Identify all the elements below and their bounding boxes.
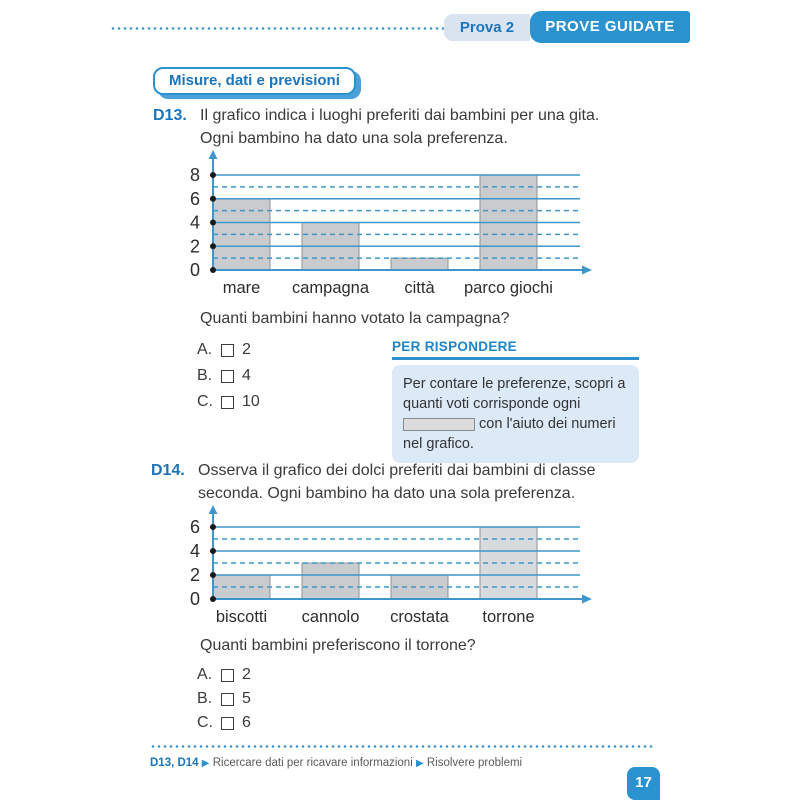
option-letter: B. xyxy=(197,367,213,384)
svg-text:torrone: torrone xyxy=(482,608,535,626)
svg-text:2: 2 xyxy=(189,565,200,585)
option-row-b xyxy=(197,363,260,389)
question-d14-prompt-line1: Osserva il grafico dei dolci preferiti dai bambini di classe xyxy=(198,462,596,479)
help-box-text-part2: con l'aiuto dei numeri nel grafico. xyxy=(403,416,616,452)
option-value: 6 xyxy=(242,714,251,731)
question-d13-prompt-line2: Ogni bambino ha dato una sola preferenza. xyxy=(200,130,508,147)
svg-text:cannolo: cannolo xyxy=(301,608,360,626)
footer-dotted-line xyxy=(150,745,655,748)
question-d14-text: Quanti bambini preferiscono il torrone? xyxy=(200,637,476,654)
bar-chart-dolci xyxy=(170,503,600,637)
question-d13-prompt-line1: Il grafico indica i luoghi preferiti dai bambini per una gita. xyxy=(200,107,600,124)
prove-guidate-tab-label: PROVE GUIDATE xyxy=(545,18,675,35)
triangle-arrow-icon: ▶ xyxy=(415,758,424,769)
prova-tab-label: Prova 2 xyxy=(459,19,515,36)
question-d14-id: D14. xyxy=(151,462,185,479)
svg-text:mare: mare xyxy=(222,279,261,297)
svg-text:4: 4 xyxy=(189,212,200,233)
option-row-b xyxy=(197,687,251,711)
option-letter: C. xyxy=(197,714,213,731)
question-d13-options xyxy=(197,337,260,415)
option-value: 5 xyxy=(242,690,251,707)
option-letter: C. xyxy=(197,393,213,410)
option-row-c xyxy=(197,389,260,415)
question-d14-prompt-line2: seconda. Ogni bambino ha dato una sola preferenza. xyxy=(198,485,576,502)
question-d13-text: Quanti bambini hanno votato la campagna? xyxy=(200,310,510,327)
strand-badge xyxy=(153,67,356,95)
answer-checkbox[interactable] xyxy=(221,370,234,383)
svg-text:0: 0 xyxy=(189,260,200,280)
page-number-tab xyxy=(627,767,660,800)
answer-checkbox[interactable] xyxy=(221,344,234,357)
answer-checkbox[interactable] xyxy=(221,669,234,682)
answer-checkbox[interactable] xyxy=(221,717,234,730)
footer-skill-1: Ricercare dati per ricavare informazioni xyxy=(212,757,413,769)
svg-text:biscotti: biscotti xyxy=(215,608,268,626)
question-d13-id: D13. xyxy=(153,107,187,124)
svg-text:8: 8 xyxy=(189,165,200,185)
answer-checkbox[interactable] xyxy=(221,693,234,706)
help-box-body xyxy=(392,365,639,463)
triangle-arrow-icon: ▶ xyxy=(201,758,210,769)
option-letter: A. xyxy=(197,666,213,683)
bar-chart-luoghi-gita xyxy=(170,148,600,302)
svg-text:4: 4 xyxy=(189,541,200,561)
svg-text:6: 6 xyxy=(189,517,200,537)
help-box xyxy=(392,339,639,463)
question-d14-prompt xyxy=(151,459,711,505)
header-dotted-line xyxy=(110,27,444,30)
prove-guidate-tab xyxy=(530,11,690,43)
option-letter: A. xyxy=(197,341,213,358)
option-row-a xyxy=(197,337,260,363)
answer-checkbox[interactable] xyxy=(221,396,234,409)
help-box-title: PER RISPONDERE xyxy=(392,339,639,360)
svg-text:2: 2 xyxy=(189,236,200,257)
option-value: 10 xyxy=(242,393,260,410)
help-box-text-part1: Per contare le preferenze, scopri a quanti voti corrisponde ogni xyxy=(403,376,626,412)
question-d13-prompt xyxy=(153,104,713,150)
question-d14-options xyxy=(197,663,251,735)
footer-question-refs: D13, D14 xyxy=(150,757,199,769)
option-value: 2 xyxy=(242,666,251,683)
option-row-a xyxy=(197,663,251,687)
strand-badge-label: Misure, dati e previsioni xyxy=(169,72,340,89)
svg-text:6: 6 xyxy=(189,188,200,209)
option-letter: B. xyxy=(197,690,213,707)
svg-text:parco giochi: parco giochi xyxy=(464,279,553,297)
svg-text:campagna: campagna xyxy=(291,279,370,297)
option-row-c xyxy=(197,711,251,735)
prova-tab xyxy=(444,14,530,41)
option-value: 4 xyxy=(242,367,251,384)
fill-in-blank-field[interactable] xyxy=(403,418,475,431)
page-number: 17 xyxy=(635,774,652,791)
svg-text:città: città xyxy=(404,279,435,297)
svg-text:crostata: crostata xyxy=(390,608,449,626)
svg-text:0: 0 xyxy=(189,589,200,609)
footer-skill-2: Risolvere problemi xyxy=(426,757,523,769)
option-value: 2 xyxy=(242,341,251,358)
footer-skills-line xyxy=(150,757,522,769)
